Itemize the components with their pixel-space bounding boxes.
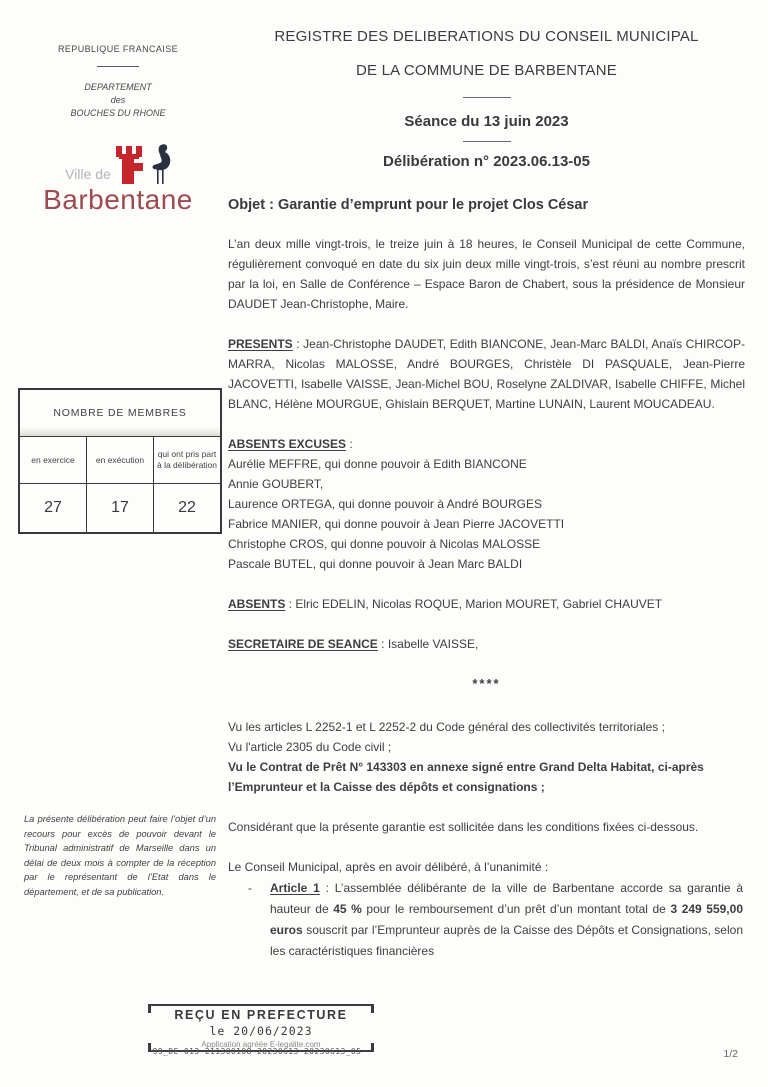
logo-ville-de-text: Ville de: [65, 166, 111, 182]
bird-icon: [149, 143, 171, 190]
presents-label: PRESENTS: [228, 337, 293, 351]
column-header: qui ont pris part à la délibération: [154, 437, 220, 484]
article1-seg: : L’assemblée délibérante de la ville de Barbentane accorde sa garantie à hauteur de: [270, 881, 744, 916]
seance-date: Séance du 13 juin 2023: [404, 113, 569, 130]
presents-names: : Jean-Christophe DAUDET, Edith BIANCONE, Jean-Marc BALDI, Anaïs CHIRCOP-MARRA, Nicolas MALOSSE, André BOURGES, Christèle DI PASQUALE, Jean-Pierre JACOVETTI, Isabelle VAISSE, Jean-Michel BOU, Roselyne ZALDIVAR, Isabelle CHIFFE, Michel BLANC, Hélène MOURGUE, Ghislain BERQUET, Martine LUNAIN, Laurent MOUCADEAU.: [228, 337, 745, 411]
stamp-reference-code: 99_DE-013-211300108-20230613-20230613_05: [152, 1047, 362, 1056]
vu-line: Vu les articles L 2252-1 et L 2252-2 du Code général des collectivités territoriales ;: [228, 720, 665, 734]
secretaire-line: [228, 634, 745, 654]
list-item: Annie GOUBERT,: [228, 477, 324, 491]
objet-line: Objet : Garantie d’emprunt pour le projet Clos César: [228, 197, 589, 213]
prefecture-stamp: [148, 1004, 374, 1052]
departement-line2: des: [110, 95, 126, 105]
column-value: 22: [178, 499, 196, 516]
column-value: 27: [44, 499, 62, 516]
article1-loan-amount: 3 249 559,00 euros: [270, 902, 743, 937]
vu-line-contrat: Vu le Contrat de Prêt N° 143303 en annexe signé entre Grand Delta Habitat, ci-après l’Emprunteur et la Caisse des dépôts et consignations ;: [228, 760, 704, 794]
registre-title-line2: DE LA COMMUNE DE BARBENTANE: [355, 62, 617, 79]
article1-seg: souscrit par l’Emprunteur auprès de la Caisse des Dépôts et Consignations, selon les caractéristiques financières: [270, 923, 743, 958]
article1-text: [270, 878, 745, 962]
bullet-dash: -: [248, 881, 252, 895]
list-item: Fabrice MANIER, qui donne pouvoir à Jean Pierre JACOVETTI: [228, 517, 565, 531]
absents-line: [228, 594, 745, 614]
stamp-date: le 20/06/2023: [209, 1024, 313, 1038]
column-header: en exécution: [87, 437, 153, 484]
divider: [97, 66, 139, 67]
ville-de-barbentane-logo: [18, 146, 218, 216]
legal-recourse-note: La présente délibération peut faire l’objet d’un recours pour excès de pouvoir devant le Tribunal administratif de Marseille dans un délai de deux mois à compter de la réception par le représentant de l’Etat dans le département, et de sa publication.: [24, 814, 216, 897]
absents-excuses-suffix: :: [346, 437, 353, 451]
list-item: Christophe CROS, qui donne pouvoir à Nicolas MALOSSE: [228, 537, 541, 551]
main-content: [228, 28, 745, 962]
considerant-paragraph: Considérant que la présente garantie est sollicitée dans les conditions fixées ci-dessous.: [228, 820, 699, 834]
secretaire-name: : Isabelle VAISSE,: [377, 637, 479, 651]
table-column-en-exercice: [20, 437, 86, 532]
divider: [463, 97, 511, 98]
secretaire-label: SECRETAIRE DE SEANCE: [228, 637, 378, 651]
article1-seg: pour le remboursement d’un prêt d’un montant total de: [361, 902, 671, 916]
republique-label: REPUBLIQUE FRANCAISE: [57, 44, 179, 54]
departement-line3: BOUCHES DU RHONE: [70, 108, 166, 118]
absents-names: : Elric EDELIN, Nicolas ROQUE, Marion MOURET, Gabriel CHAUVET: [285, 597, 663, 611]
vu-block: [228, 717, 745, 797]
article1-guarantee-percent: 45 %: [333, 902, 362, 916]
list-item: Pascale BUTEL, qui donne pouvoir à Jean Marc BALDI: [228, 557, 523, 571]
absents-excuses-block: [228, 434, 745, 574]
article1-label: Article 1: [270, 881, 320, 895]
absents-label: ABSENTS: [228, 597, 286, 611]
members-count-table: [18, 388, 222, 534]
list-item: Laurence ORTEGA, qui donne pouvoir à André BOURGES: [228, 497, 542, 511]
column-value: 17: [111, 499, 129, 516]
stamp-corner: [148, 1004, 151, 1013]
article1-item: [228, 878, 745, 962]
vu-line: Vu l'article 2305 du Code civil ;: [228, 740, 392, 754]
logo-barbentane-text: Barbentane: [43, 184, 193, 215]
absents-excuses-label: ABSENTS EXCUSES: [228, 437, 347, 451]
conseil-line: Le Conseil Municipal, après en avoir délibéré, à l’unanimité :: [228, 860, 549, 874]
page-number: 1/2: [723, 1048, 738, 1060]
departement-line1: DEPARTEMENT: [84, 82, 152, 92]
table-column-part-deliberation: [153, 437, 220, 532]
presents-paragraph: [228, 334, 745, 414]
stamp-application: Application agréée E-legalite.com: [201, 1040, 321, 1049]
deliberation-number: Délibération n° 2023.06.13-05: [383, 153, 590, 170]
column-header: en exercice: [20, 437, 86, 484]
left-column: [18, 44, 218, 216]
members-table-title: NOMBRE DE MEMBRES: [20, 390, 220, 436]
divider: [463, 141, 511, 142]
stars-separator: ****: [472, 676, 501, 691]
registre-title-line1: REGISTRE DES DELIBERATIONS DU CONSEIL MUNICIPAL: [274, 28, 699, 45]
stamp-title: REÇU EN PREFECTURE: [174, 1008, 348, 1022]
list-item: Aurélie MEFFRE, qui donne pouvoir à Edith BIANCONE: [228, 457, 527, 471]
intro-paragraph: L’an deux mille vingt-trois, le treize juin à 18 heures, le Conseil Municipal de cette Commune, régulièrement convoqué en date du six juin deux mille vingt-trois, s’est réuni au nombre prescrit par la loi, en Salle de Conférence – Espace Baron de Chabert, sous la présidence de Monsieur DAUDET Jean-Christophe, Maire.: [228, 237, 745, 311]
table-column-en-execution: [86, 437, 153, 532]
stamp-corner: [371, 1004, 374, 1013]
